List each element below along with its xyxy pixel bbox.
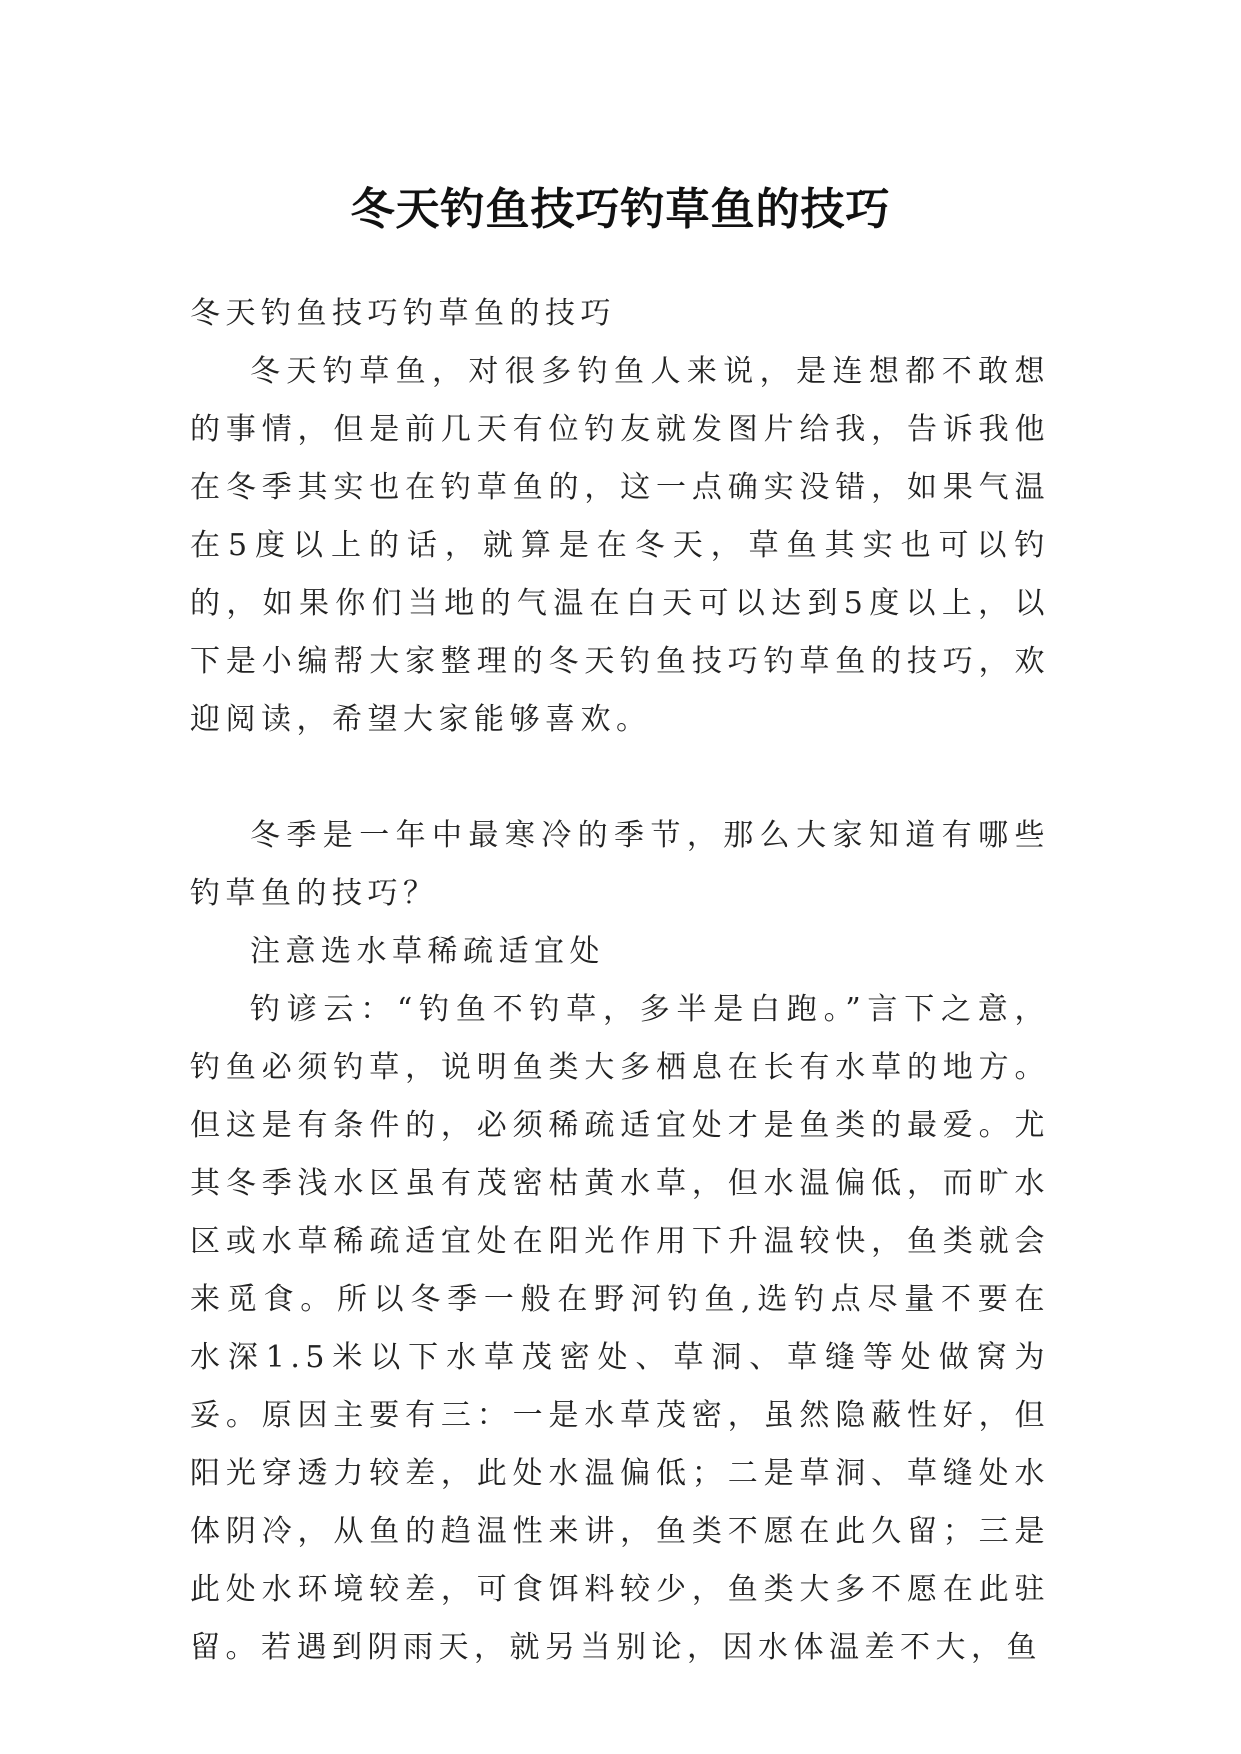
intro-paragraph: 冬天钓草鱼，对很多钓鱼人来说，是连想都不敢想的事情，但是前几天有位钓友就发图片给我，告诉我他在冬季其实也在钓草鱼的，这一点确实没错，如果气温在5度以上的话，就算是在冬天，草鱼其实也可以钓的，如果你们当地的气温在白天可以达到5度以上，以下是小编帮大家整理的冬天钓鱼技巧钓草鱼的技巧，欢迎阅读，希望大家能够喜欢。 <box>190 354 1050 737</box>
body-paragraph: 钓谚云：“钓鱼不钓草，多半是白跑。”言下之意，钓鱼必须钓草，说明鱼类大多栖息在长有水草的地方。但这是有条件的，必须稀疏适宜处才是鱼类的最爱。尤其冬季浅水区虽有茂密枯黄水草，但水温偏低，而旷水区或水草稀疏适宜处在阳光作用下升温较快，鱼类就会来觅食。所以冬季一般在野河钓鱼,选钓点尽量不要在水深1.5米以下水草茂密处、草洞、草缝等处做窝为妥。原因主要有三：一是水草茂密，虽然隐蔽性好，但阳光穿透力较差，此处水温偏低；二是草洞、草缝处水体阴冷，从鱼的趋温性来讲，鱼类不愿在此久留；三是此处水环境较差，可食饵料较少，鱼类大多不愿在此驻留。若遇到阴雨天，就另当别论，因水体温差不大，鱼 <box>190 992 1050 1665</box>
document-title: 冬天钓鱼技巧钓草鱼的技巧 <box>350 184 891 236</box>
subtitle-paragraph: 冬天钓鱼技巧钓草鱼的技巧 <box>190 296 616 331</box>
section-heading: 注意选水草稀疏适宜处 <box>250 934 605 969</box>
question-paragraph: 冬季是一年中最寒冷的季节，那么大家知道有哪些钓草鱼的技巧？ <box>190 818 1050 911</box>
document-body <box>190 285 1050 1677</box>
